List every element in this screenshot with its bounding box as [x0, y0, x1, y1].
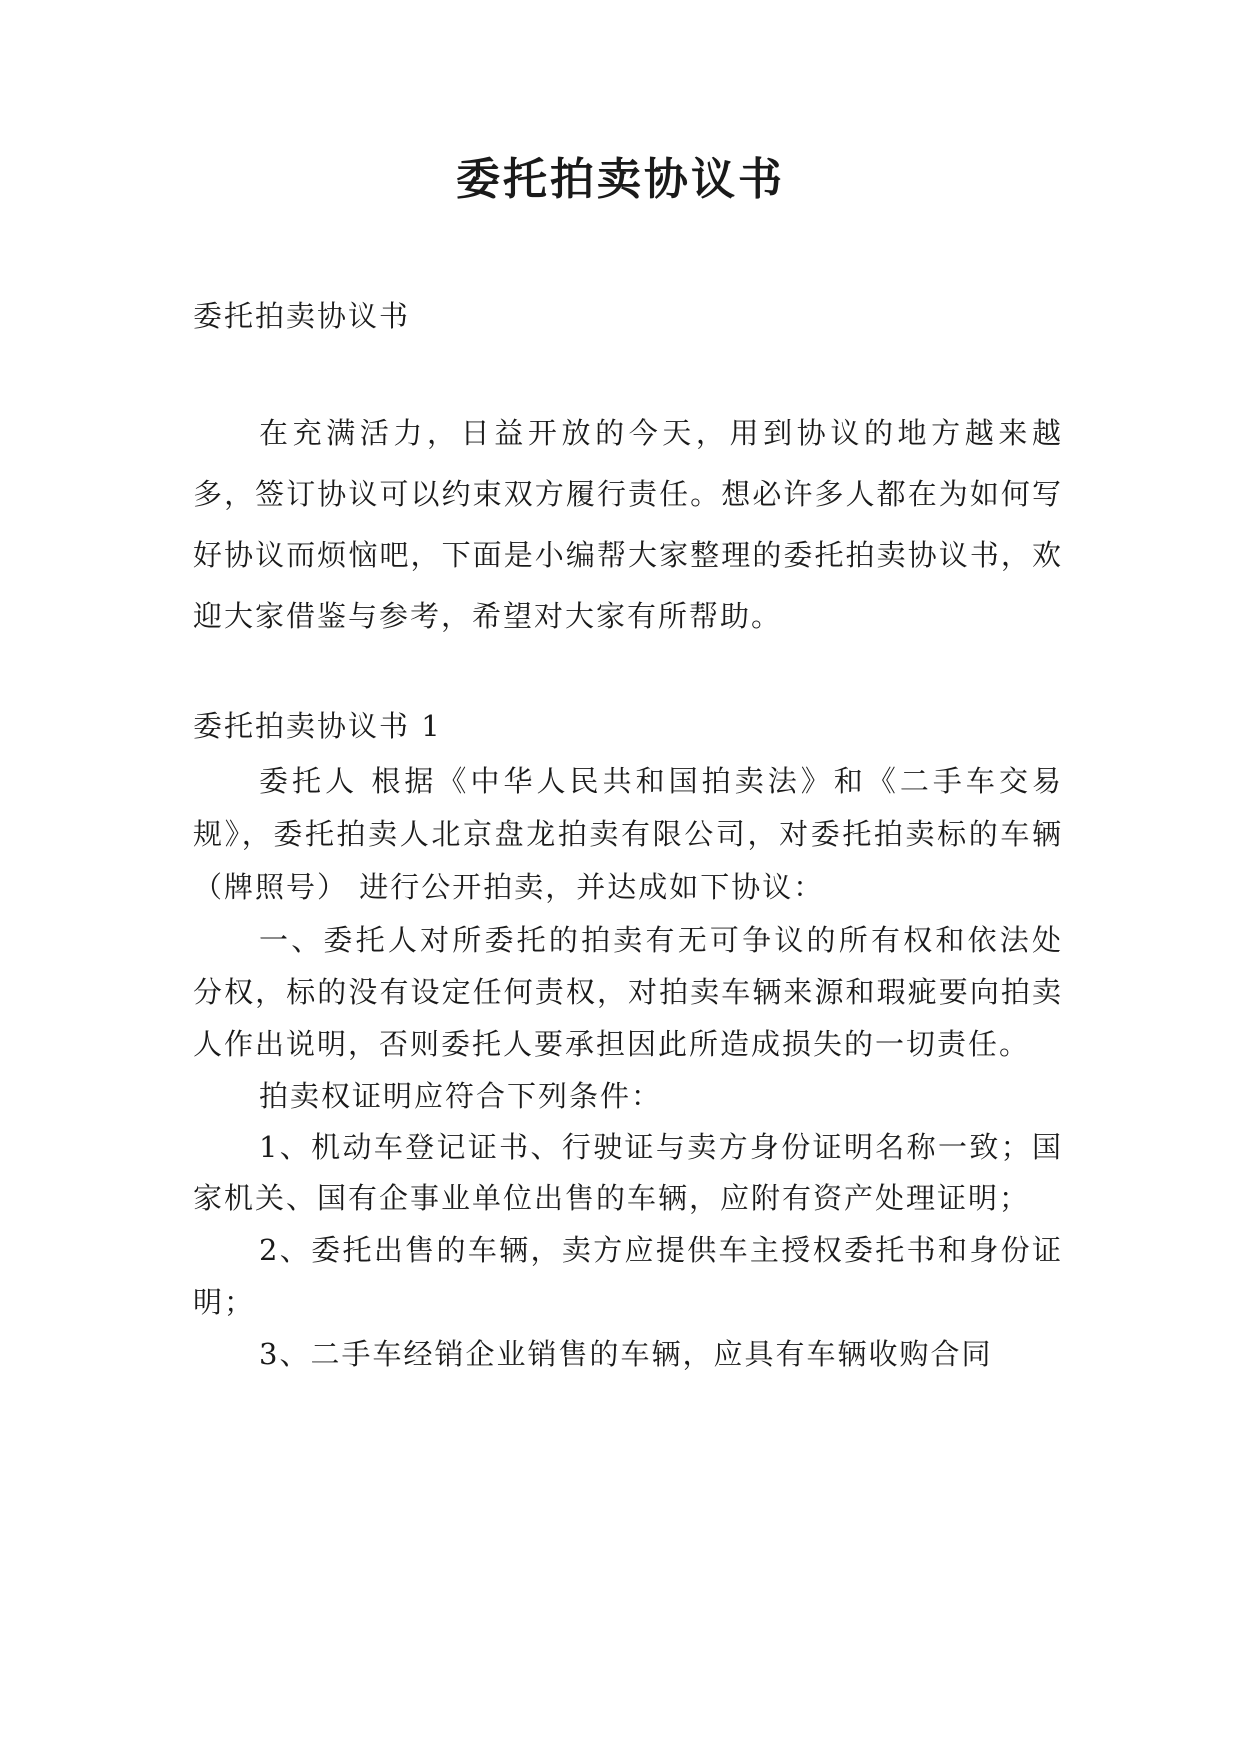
paragraph-preamble: 委托人 根据《中华人民共和国拍卖法》和《二手车交易规》，委托拍卖人北京盘龙拍卖有限公司，对委托拍卖标的车辆 （牌照号） 进行公开拍卖，并达成如下协议： — [193, 764, 1063, 904]
paragraph-condition-3: 3、二手车经销企业销售的车辆，应具有车辆收购合同 — [259, 1337, 993, 1371]
intro-paragraph: 在充满活力，日益开放的今天，用到协议的地方越来越多，签订协议可以约束双方履行责任。想必许多人都在为如何写好协议而烦恼吧，下面是小编帮大家整理的委托拍卖协议书，欢迎大家借鉴与参考，希望对大家有所帮助。 — [193, 416, 1063, 633]
section-heading: 委托拍卖协议书 1 — [193, 709, 442, 743]
document-title: 委托拍卖协议书 — [456, 154, 785, 205]
document-subtitle: 委托拍卖协议书 — [193, 299, 411, 333]
paragraph-conditions-intro: 拍卖权证明应符合下列条件： — [259, 1079, 663, 1113]
agreement-body — [193, 755, 1063, 1380]
paragraph-clause-one: 一、委托人对所委托的拍卖有无可争议的所有权和依法处分权，标的没有设定任何责权，对拍卖车辆来源和瑕疵要向拍卖人作出说明，否则委托人要承担因此所造成损失的一切责任。 — [193, 923, 1063, 1061]
paragraph-condition-1: 1、机动车登记证书、行驶证与卖方身份证明名称一致；国家机关、国有企事业单位出售的车辆，应附有资产处理证明； — [193, 1130, 1063, 1215]
paragraph-condition-2: 2、委托出售的车辆，卖方应提供车主授权委托书和身份证明； — [193, 1233, 1063, 1319]
